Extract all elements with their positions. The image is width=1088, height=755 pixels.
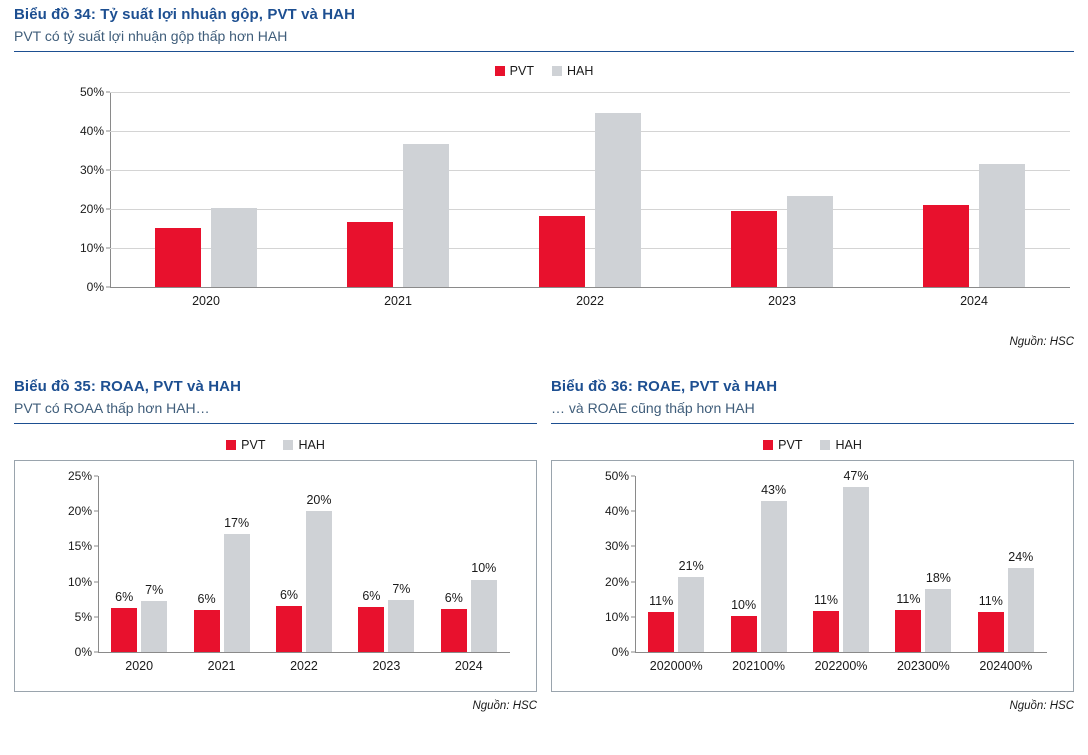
bar-pvt-2020 bbox=[111, 608, 137, 652]
legend-label-hah: HAH bbox=[298, 438, 325, 452]
x-tick-label: 2020 bbox=[192, 294, 220, 308]
bar-pvt-2021 bbox=[347, 222, 393, 287]
bar-value-label: 43% bbox=[761, 482, 787, 497]
legend-swatch-pvt bbox=[226, 440, 236, 450]
legend-label-pvt: PVT bbox=[241, 438, 266, 452]
chart35-plot-area bbox=[67, 469, 510, 673]
y-tick-label: 20% bbox=[604, 574, 629, 589]
y-tick-label: 50% bbox=[604, 469, 629, 483]
bar-pvt-2021 bbox=[194, 610, 220, 652]
bar-value-label: 10% bbox=[731, 597, 757, 612]
bar-pvt-202100% bbox=[731, 616, 757, 652]
bar-pvt-2020 bbox=[155, 228, 201, 287]
y-tick-label: 50% bbox=[79, 85, 104, 99]
x-tick-label: 2021 bbox=[384, 294, 412, 308]
x-tick-label: 202200% bbox=[814, 659, 868, 673]
y-tick-label: 10% bbox=[79, 241, 104, 255]
bar-pvt-2022 bbox=[539, 216, 585, 287]
bar-hah-2022 bbox=[306, 511, 332, 652]
legend-swatch-hah bbox=[283, 440, 293, 450]
x-tick-label: 2024 bbox=[454, 659, 483, 673]
y-tick-label: 25% bbox=[67, 469, 92, 483]
bar-hah-202400% bbox=[1008, 568, 1034, 652]
legend-item-pvt bbox=[763, 438, 802, 452]
bar-hah-202200% bbox=[843, 487, 869, 652]
legend-label-pvt: PVT bbox=[509, 64, 534, 78]
bar-value-label: 20% bbox=[306, 493, 332, 508]
bar-hah-2020 bbox=[141, 601, 167, 652]
y-tick-label: 0% bbox=[86, 280, 104, 294]
chart-block-34 bbox=[14, 6, 1074, 348]
bar-pvt-202000% bbox=[648, 612, 674, 652]
x-tick-label: 2021 bbox=[207, 659, 236, 673]
bar-pvt-202400% bbox=[978, 612, 1004, 652]
chart35-legend bbox=[14, 438, 537, 452]
chart35-header-rule bbox=[14, 423, 537, 424]
x-tick-label: 2024 bbox=[960, 294, 988, 308]
chart-block-35 bbox=[14, 378, 537, 712]
y-axis bbox=[110, 92, 111, 287]
x-tick-label: 202300% bbox=[896, 659, 950, 673]
bar-hah-2022 bbox=[595, 113, 641, 287]
y-axis bbox=[635, 476, 636, 652]
chart35-plot bbox=[14, 460, 537, 692]
legend-item-pvt bbox=[226, 438, 265, 452]
bar-value-label: 11% bbox=[978, 593, 1003, 608]
y-tick-label: 10% bbox=[604, 609, 629, 624]
gridline bbox=[110, 92, 1070, 93]
legend-item-pvt bbox=[495, 64, 534, 78]
y-tick-label: 30% bbox=[79, 163, 104, 177]
chart36-source: Nguồn: HSC bbox=[1009, 700, 1074, 712]
y-tick-label: 40% bbox=[79, 124, 104, 138]
y-axis bbox=[98, 476, 99, 652]
chart36-plot-area bbox=[604, 468, 1047, 673]
bar-value-label: 7% bbox=[145, 583, 164, 598]
gridline bbox=[110, 131, 1070, 132]
chart34-header-rule bbox=[14, 51, 1074, 52]
bar-value-label: 47% bbox=[843, 468, 869, 483]
x-tick-label: 2022 bbox=[576, 294, 604, 308]
chart34-legend bbox=[14, 64, 1074, 78]
y-tick-label: 30% bbox=[604, 539, 629, 554]
y-tick-label: 20% bbox=[67, 504, 92, 519]
x-tick-label: 2020 bbox=[125, 659, 154, 673]
gridline bbox=[110, 170, 1070, 171]
bar-value-label: 6% bbox=[279, 587, 299, 602]
bar-value-label: 6% bbox=[444, 591, 463, 606]
chart35-title: Biểu đồ 35: ROAA, PVT và HAH bbox=[14, 378, 242, 395]
bar-hah-202000% bbox=[678, 577, 704, 652]
legend-label-hah: HAH bbox=[566, 64, 594, 78]
y-tick-label: 5% bbox=[74, 609, 92, 624]
chart36-title: Biểu đồ 36: ROAE, PVT và HAH bbox=[551, 378, 778, 395]
chart36-legend bbox=[551, 438, 1074, 452]
bar-value-label: 11% bbox=[813, 592, 839, 607]
chart36-subtitle: … và ROAE cũng thấp hơn HAH bbox=[551, 400, 755, 416]
bar-hah-2023 bbox=[388, 600, 414, 652]
y-tick-label: 0% bbox=[611, 645, 629, 659]
bar-hah-2021 bbox=[403, 144, 449, 287]
bar-pvt-2023 bbox=[358, 607, 384, 652]
legend-swatch-pvt bbox=[495, 66, 505, 76]
bar-pvt-2024 bbox=[923, 205, 969, 287]
bar-value-label: 7% bbox=[392, 581, 411, 596]
chart35-subtitle: PVT có ROAA thấp hơn HAH… bbox=[14, 400, 210, 416]
bar-value-label: 18% bbox=[925, 570, 951, 585]
bar-hah-202300% bbox=[925, 589, 951, 652]
chart36-header-rule bbox=[551, 423, 1074, 424]
bar-hah-2020 bbox=[211, 208, 257, 287]
x-tick-label: 202000% bbox=[649, 659, 703, 673]
bar-pvt-2022 bbox=[276, 606, 302, 652]
bar-hah-2024 bbox=[471, 580, 497, 653]
chart34-plot bbox=[14, 84, 1074, 314]
bar-value-label: 6% bbox=[197, 592, 216, 607]
legend-item-hah bbox=[820, 438, 861, 452]
bar-value-label: 24% bbox=[1008, 550, 1034, 565]
bar-hah-2021 bbox=[224, 534, 250, 652]
legend-item-hah bbox=[552, 64, 593, 78]
y-tick-label: 40% bbox=[604, 504, 629, 519]
bar-value-label: 21% bbox=[678, 559, 704, 574]
y-tick-label: 0% bbox=[74, 645, 92, 659]
x-tick-label: 2023 bbox=[372, 659, 401, 673]
chart34-subtitle: PVT có tỷ suất lợi nhuận gộp thấp hơn HAH bbox=[14, 28, 288, 44]
chart34-plot-area bbox=[79, 85, 1070, 308]
bar-pvt-202200% bbox=[813, 611, 839, 652]
chart34-source: Nguồn: HSC bbox=[1009, 336, 1074, 348]
bar-pvt-202300% bbox=[895, 610, 921, 652]
chart-block-36 bbox=[551, 378, 1074, 712]
bar-value-label: 6% bbox=[362, 588, 381, 603]
bar-value-label: 11% bbox=[896, 592, 921, 607]
bar-pvt-2024 bbox=[441, 609, 467, 652]
x-tick-label: 2023 bbox=[768, 294, 796, 308]
chart34-title: Biểu đồ 34: Tỷ suất lợi nhuận gộp, PVT và HAH bbox=[14, 6, 356, 23]
y-tick-label: 20% bbox=[79, 202, 104, 216]
bar-value-label: 6% bbox=[115, 590, 134, 605]
x-tick-label: 202400% bbox=[979, 659, 1033, 673]
bar-hah-202100% bbox=[761, 501, 787, 652]
bar-hah-2023 bbox=[787, 196, 833, 287]
bar-value-label: 17% bbox=[224, 516, 250, 531]
x-tick-label: 202100% bbox=[732, 659, 785, 673]
legend-item-hah bbox=[283, 438, 324, 452]
chart35-source: Nguồn: HSC bbox=[472, 700, 537, 712]
chart36-plot bbox=[551, 460, 1074, 692]
bar-hah-2024 bbox=[979, 164, 1025, 287]
x-tick-label: 2022 bbox=[290, 659, 318, 673]
bar-pvt-2023 bbox=[731, 211, 777, 287]
y-tick-label: 15% bbox=[67, 539, 92, 554]
legend-swatch-pvt bbox=[763, 440, 773, 450]
legend-label-hah: HAH bbox=[835, 438, 862, 452]
legend-label-pvt: PVT bbox=[778, 438, 803, 452]
bar-value-label: 10% bbox=[471, 561, 497, 576]
y-tick-label: 10% bbox=[67, 574, 92, 589]
bar-value-label: 11% bbox=[649, 593, 674, 608]
legend-swatch-hah bbox=[552, 66, 562, 76]
legend-swatch-hah bbox=[820, 440, 830, 450]
